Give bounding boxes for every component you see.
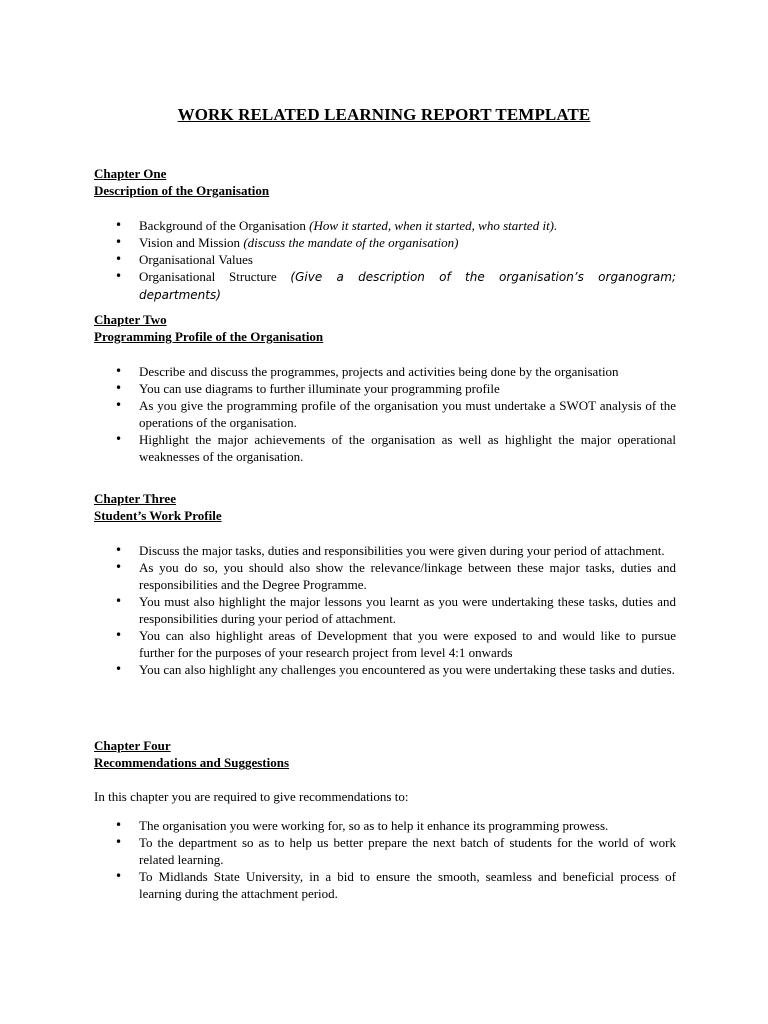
- list-item-text: To Midlands State University, in a bid to ensure the smooth, seamless and beneficial process of learning during the attachment period.: [139, 869, 676, 901]
- document-title: WORK RELATED LEARNING REPORT TEMPLATE: [177, 105, 591, 124]
- bullet-icon: •: [115, 869, 123, 883]
- chapter-one-section: [94, 165, 676, 304]
- list-item-note: (discuss the mandate of the organisation): [243, 235, 459, 250]
- bullet-icon: •: [115, 662, 123, 676]
- list-item-text: Organisational Structure: [139, 269, 291, 284]
- bullet-icon: •: [115, 252, 123, 266]
- list-item-text: You can also highlight areas of Development that you were exposed to and would like to pursue further for the purposes of your research project from level 4:1 onwards: [139, 628, 676, 660]
- chapter-one-list: [94, 217, 676, 304]
- list-item-note: (How it started, when it started, who started it).: [309, 218, 558, 233]
- bullet-icon: •: [115, 628, 123, 642]
- list-item-text: Vision and Mission: [139, 235, 244, 250]
- list-item-text: You can also highlight any challenges you encountered as you were undertaking these tasks and duties.: [139, 662, 675, 677]
- chapter-four-section: [94, 737, 676, 902]
- chapter-three-heading: Student’s Work Profile: [94, 508, 222, 523]
- list-item: [94, 217, 676, 234]
- chapter-four-label: Chapter Four: [94, 738, 171, 753]
- list-item: [94, 380, 676, 397]
- list-item: [94, 397, 676, 431]
- list-item-text: The organisation you were working for, so as to help it enhance its programming prowess.: [139, 818, 609, 833]
- chapter-two-label: Chapter Two: [94, 312, 167, 327]
- bullet-icon: •: [115, 432, 123, 446]
- bullet-icon: •: [115, 543, 123, 557]
- bullet-icon: •: [115, 818, 123, 832]
- chapter-three-list: [94, 542, 676, 678]
- list-item-text: Background of the Organisation: [139, 218, 310, 233]
- bullet-icon: •: [115, 381, 123, 395]
- bullet-icon: •: [115, 398, 123, 412]
- chapter-two-heading: Programming Profile of the Organisation: [94, 329, 324, 344]
- list-item-text: You must also highlight the major lessons you learnt as you were undertaking these tasks, duties and responsibilities during your period of attachment.: [139, 594, 676, 626]
- list-item-text: Describe and discuss the programmes, projects and activities being done by the organisation: [139, 364, 619, 379]
- list-item-text: You can use diagrams to further illuminate your programming profile: [139, 381, 500, 396]
- bullet-icon: •: [115, 594, 123, 608]
- bullet-icon: •: [115, 218, 123, 232]
- list-item-text: As you give the programming profile of the organisation you must undertake a SWOT analysis of the operations of the organisation.: [139, 398, 676, 430]
- list-item: [94, 661, 676, 678]
- list-item: [94, 363, 676, 380]
- chapter-two-list: [94, 363, 676, 465]
- chapter-one-label: Chapter One: [94, 166, 167, 181]
- chapter-four-heading: Recommendations and Suggestions: [94, 755, 290, 770]
- list-item: [94, 559, 676, 593]
- list-item: [94, 268, 676, 304]
- list-item-text: As you do so, you should also show the relevance/linkage between these major tasks, duties and responsibilities and the Degree Programme.: [139, 560, 676, 592]
- list-item: [94, 431, 676, 465]
- list-item-text: To the department so as to help us better prepare the next batch of students for the world of work related learning.: [139, 835, 676, 867]
- bullet-icon: •: [115, 269, 123, 283]
- bullet-icon: •: [115, 835, 123, 849]
- chapter-four-list: [94, 817, 676, 902]
- bullet-icon: •: [115, 235, 123, 249]
- list-item: [94, 868, 676, 902]
- list-item: [94, 817, 676, 834]
- list-item: [94, 251, 676, 268]
- chapter-one-heading: Description of the Organisation: [94, 183, 270, 198]
- list-item-text: Organisational Values: [139, 252, 253, 267]
- list-item-text: Discuss the major tasks, duties and responsibilities you were given during your period of attachment.: [139, 543, 665, 558]
- list-item: [94, 542, 676, 559]
- chapter-two-section: [94, 311, 676, 465]
- list-item: [94, 593, 676, 627]
- chapter-four-intro: In this chapter you are required to give recommendations to:: [94, 789, 409, 804]
- bullet-icon: •: [115, 364, 123, 378]
- list-item-text: Highlight the major achievements of the organisation as well as highlight the major operational weaknesses of the organisation.: [139, 432, 676, 464]
- list-item-note: (Give a description of the organisation’s organogram; departments): [139, 270, 676, 302]
- list-item: [94, 834, 676, 868]
- chapter-three-label: Chapter Three: [94, 491, 176, 506]
- bullet-icon: •: [115, 560, 123, 574]
- chapter-three-section: [94, 490, 676, 678]
- list-item: [94, 234, 676, 251]
- list-item: [94, 627, 676, 661]
